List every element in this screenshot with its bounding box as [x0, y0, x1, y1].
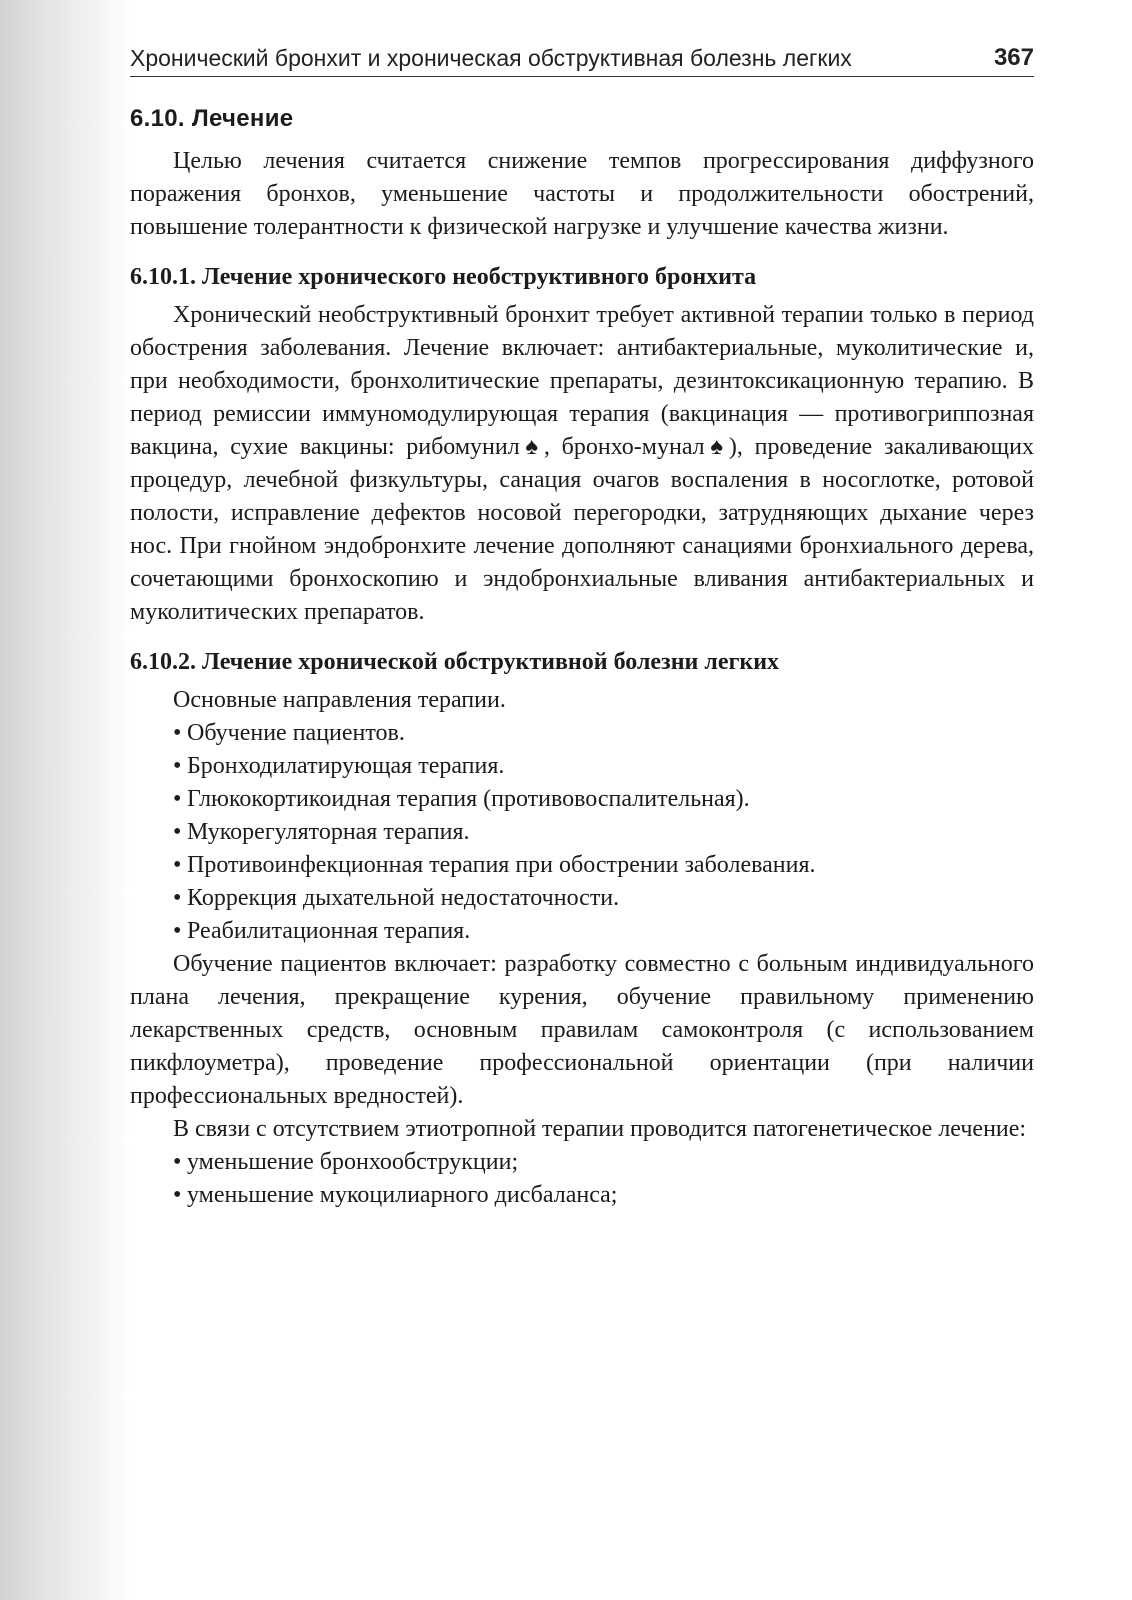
education-paragraph: Обучение пациентов включает: разработку совместно с больным индивидуального плана лечения, прекращение курения, обучение правильному применению лекарственных средств, основным правилам самоконтроля (с использованием пикфлоуметра), проведение профессиональной ориентации (при наличии профессиональных вредностей).	[130, 951, 1034, 1109]
bullet-icon: •	[173, 885, 182, 911]
book-page	[130, 44, 1034, 1212]
bullet-icon: •	[173, 1149, 182, 1175]
subsection-2-title: 6.10.2. Лечение хронической обструктивной болезни легких	[130, 649, 780, 675]
page-number: 367	[993, 44, 1034, 71]
list-item: • Бронходилатирующая терапия.	[173, 750, 1034, 783]
list-item: • Реабилитационная терапия.	[173, 915, 1034, 948]
bullet-icon: •	[173, 753, 182, 779]
list-item: • Глюкокортикоидная терапия (противовоспалительная).	[173, 783, 1034, 816]
list-item: • уменьшение бронхообструкции;	[173, 1146, 1034, 1179]
list-item: • Противоинфекционная терапия при обострении заболевания.	[173, 849, 1034, 882]
list-item: • Коррекция дыхательной недостаточности.	[173, 882, 1034, 915]
running-header	[130, 44, 1034, 77]
binding-shadow	[0, 0, 130, 1600]
bullet-icon: •	[173, 1182, 182, 1208]
list-item: • Обучение пациентов.	[173, 717, 1034, 750]
pathogenetic-paragraph: В связи с отсутствием этиотропной терапии проводится патогенетическое лечение:	[173, 1116, 1027, 1142]
therapy-list	[130, 717, 1034, 948]
running-title: Хронический бронхит и хроническая обструктивная болезнь легких	[130, 45, 852, 71]
therapy-lead: Основные направления терапии.	[173, 687, 506, 713]
section-title: 6.10. Лечение	[130, 105, 294, 132]
subsection-1-title: 6.10.1. Лечение хронического необструктивного бронхита	[130, 264, 757, 290]
bullet-icon: •	[173, 720, 182, 746]
list-item: • Мукорегуляторная терапия.	[173, 816, 1034, 849]
bullet-icon: •	[173, 819, 182, 845]
bullet-icon: •	[173, 852, 182, 878]
pathogenetic-list	[130, 1146, 1034, 1212]
section-intro: Целью лечения считается снижение темпов прогрессирования диффузного поражения бронхов, уменьшение частоты и продолжительности обострений, повышение толерантности к физической нагрузке и улучшение качества жизни.	[130, 148, 1034, 240]
list-item: • уменьшение мукоцилиарного дисбаланса;	[173, 1179, 1034, 1212]
bullet-icon: •	[173, 786, 182, 812]
bullet-icon: •	[173, 918, 182, 944]
subsection-1-text: Хронический необструктивный бронхит требует активной терапии только в период обострения заболевания. Лечение включает: антибактериальные, муколитические и, при необходимости, бронхолитические препараты, дезинтоксикационную терапию. В период ремиссии иммуномодулирующая терапия (вакцинация — противогриппозная вакцина, сухие вакцины: рибомунил♠, бронхо-мунал♠), проведение закаливающих процедур, лечебной физкультуры, санация очагов воспаления в носоглотке, ротовой полости, исправление дефектов носовой перегородки, затрудняющих дыхание через нос. При гнойном эндобронхите лечение дополняют санациями бронхиального дерева, сочетающими бронхоскопию и эндобронхиальные вливания антибактериальных и муколитических препаратов.	[130, 302, 1034, 625]
